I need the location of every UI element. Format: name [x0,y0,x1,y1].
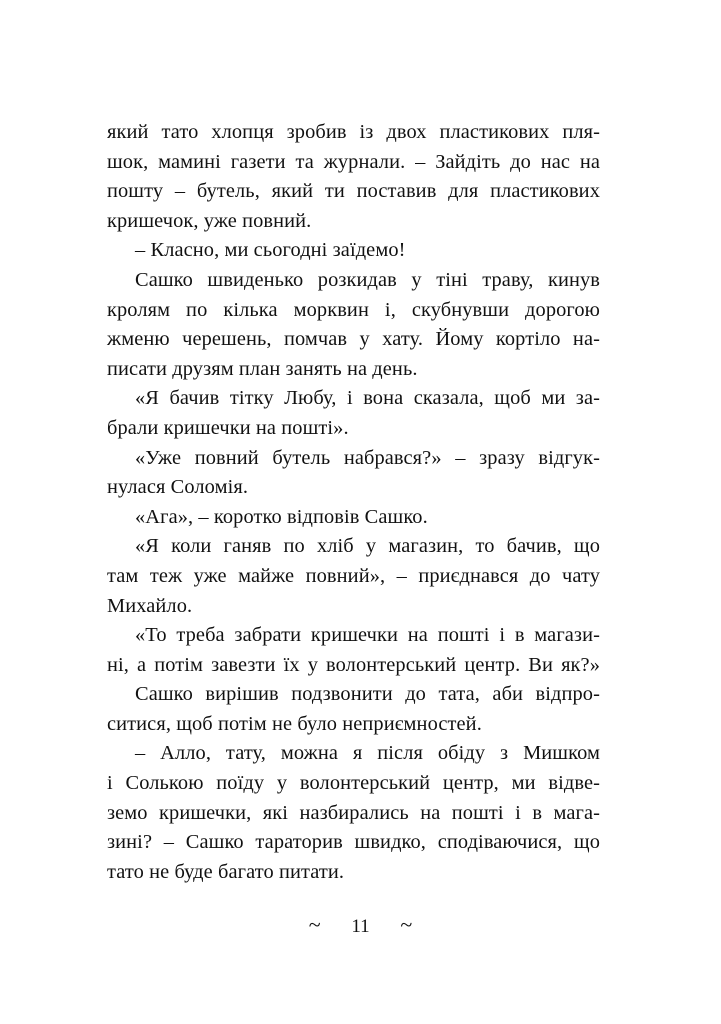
text-line: кролям по кілька морквин і, скубнувши дорогою [107,298,600,321]
text-line: – Класно, ми сьогодні заїдемо! [135,239,406,262]
text-line: і Солькою поїду у волонтерський центр, ми відве- [107,772,600,795]
text-line: Сашко швиденько розкидав у тіні траву, кинув [135,268,600,291]
footer-ornament-left: ~ [308,912,321,937]
text-line: там теж уже майже повний», – приєднався до чату [107,564,600,587]
text-line: писати друзям план занять на день. [107,357,418,380]
text-line: пошту – бутель, який ти поставив для пластикових [107,180,600,203]
text-line: кришечок, уже повний. [107,209,312,232]
text-line: шок, мамині газети та журнали. – Зайдіть до нас на [107,150,600,173]
text-line: ні, а потім завезти їх у волонтерський центр. Ви як?» [107,653,600,676]
text-line: земо кришечки, які назбирались на пошті і в мага- [107,801,600,824]
text-line: ситися, щоб потім не було неприємностей. [107,712,482,735]
body-text [107,118,600,887]
text-line: який тато хлопця зробив із двох пластикових пля- [107,121,600,143]
text-line: «Уже повний бутель набрався?» – зразу відгук- [135,446,600,469]
text-line: зині? – Сашко тараторив швидко, сподіваючися, що [107,831,600,854]
text-line: брали кришечки на пошті». [107,416,349,439]
text-line: – Алло, тату, можна я після обіду з Мишком [135,742,600,765]
text-line: тато не буде багато питати. [107,860,345,883]
footer-ornament-right: ~ [400,912,413,937]
text-line: «Я бачив тітку Любу, і вона сказала, щоб ми за- [135,387,600,410]
text-line: «То треба забрати кришечки на пошті і в магази- [135,624,600,647]
text-line: жменю черешень, помчав у хату. Йому кортіло на- [107,328,600,351]
page-number: 11 [351,916,370,937]
text-line: Михайло. [107,594,193,617]
text-line: Сашко вирішив подзвонити до тата, аби відпро- [135,683,600,706]
text-line: «Ага», – коротко відповів Сашко. [135,505,428,528]
page-footer [0,912,721,940]
text-line: нулася Соломія. [107,476,249,499]
text-line: «Я коли ганяв по хліб у магазин, то бачив, що [135,535,600,558]
